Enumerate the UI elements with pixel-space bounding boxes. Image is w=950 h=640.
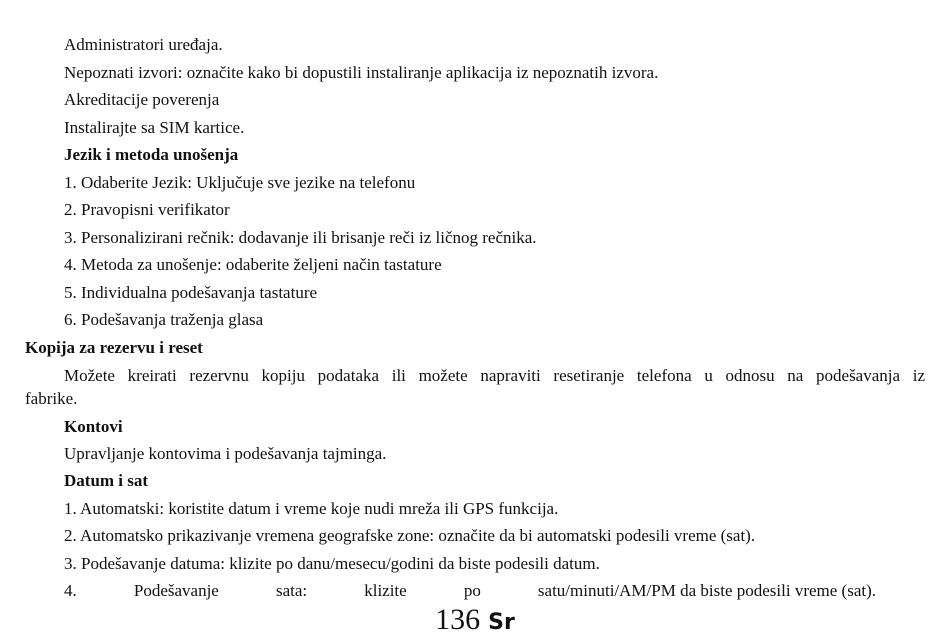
text-line-trusted-credentials: Akreditacije poverenja bbox=[64, 90, 220, 109]
set-time-word: Podešavanje bbox=[133, 581, 219, 600]
language-code: Sr bbox=[488, 610, 515, 635]
set-time-word: po bbox=[463, 581, 481, 600]
paragraph-backup-line2: fabrike. bbox=[25, 389, 78, 408]
heading-language-input: Jezik i metoda unošenja bbox=[64, 145, 239, 164]
heading-date-time: Datum i sat bbox=[64, 471, 149, 490]
text-line-install-sim: Instalirajte sa SIM kartice. bbox=[64, 118, 245, 137]
list-item-keyboard-settings: 5. Individualna podešavanja tastature bbox=[64, 283, 318, 302]
list-item-input-method: 4. Metoda za unošenje: odaberite željeni način tastature bbox=[64, 255, 442, 274]
page-number: 136 bbox=[435, 603, 481, 636]
list-item-automatic: 1. Automatski: koristite datum i vreme koje nudi mreža ili GPS funkcija. bbox=[64, 499, 559, 518]
text-line-unknown-sources: Nepoznati izvori: označite kako bi dopustili instaliranje aplikacija iz nepoznatih izvora. bbox=[64, 63, 659, 82]
text-line-accounts: Upravljanje kontovima i podešavanja tajminga. bbox=[64, 444, 387, 463]
heading-accounts: Kontovi bbox=[64, 417, 123, 436]
paragraph-backup-line1: Možete kreirati rezervnu kopiju podataka ili možete napraviti resetiranje telefona u odnosu na podešavanja iz bbox=[64, 366, 925, 385]
set-time-word: 4. bbox=[64, 581, 77, 600]
heading-backup-reset: Kopija za rezervu i reset bbox=[25, 338, 203, 357]
set-time-word: satu/minuti/AM/PM da biste podesili vreme (sat). bbox=[537, 581, 876, 600]
list-item-language: 1. Odaberite Jezik: Uključuje sve jezike na telefonu bbox=[64, 173, 416, 192]
list-item-spellchecker: 2. Pravopisni verifikator bbox=[64, 200, 230, 219]
list-item-set-date: 3. Podešavanje datuma: klizite po danu/mesecu/godini da biste podesili datum. bbox=[64, 554, 600, 573]
list-item-auto-timezone: 2. Automatsko prikazivanje vremena geografske zone: označite da bi automatski podesili vreme (sat). bbox=[64, 526, 756, 545]
text-line-admins: Administratori uređaja. bbox=[64, 35, 223, 54]
page-footer bbox=[0, 603, 950, 640]
list-item-dictionary: 3. Personalizirani rečnik: dodavanje ili brisanje reči iz ličnog rečnika. bbox=[64, 228, 537, 247]
list-item-voice-search: 6. Podešavanja traženja glasa bbox=[64, 310, 264, 329]
list-item-set-time bbox=[64, 581, 876, 601]
set-time-word: sata: bbox=[275, 581, 308, 600]
set-time-word: klizite bbox=[364, 581, 407, 600]
